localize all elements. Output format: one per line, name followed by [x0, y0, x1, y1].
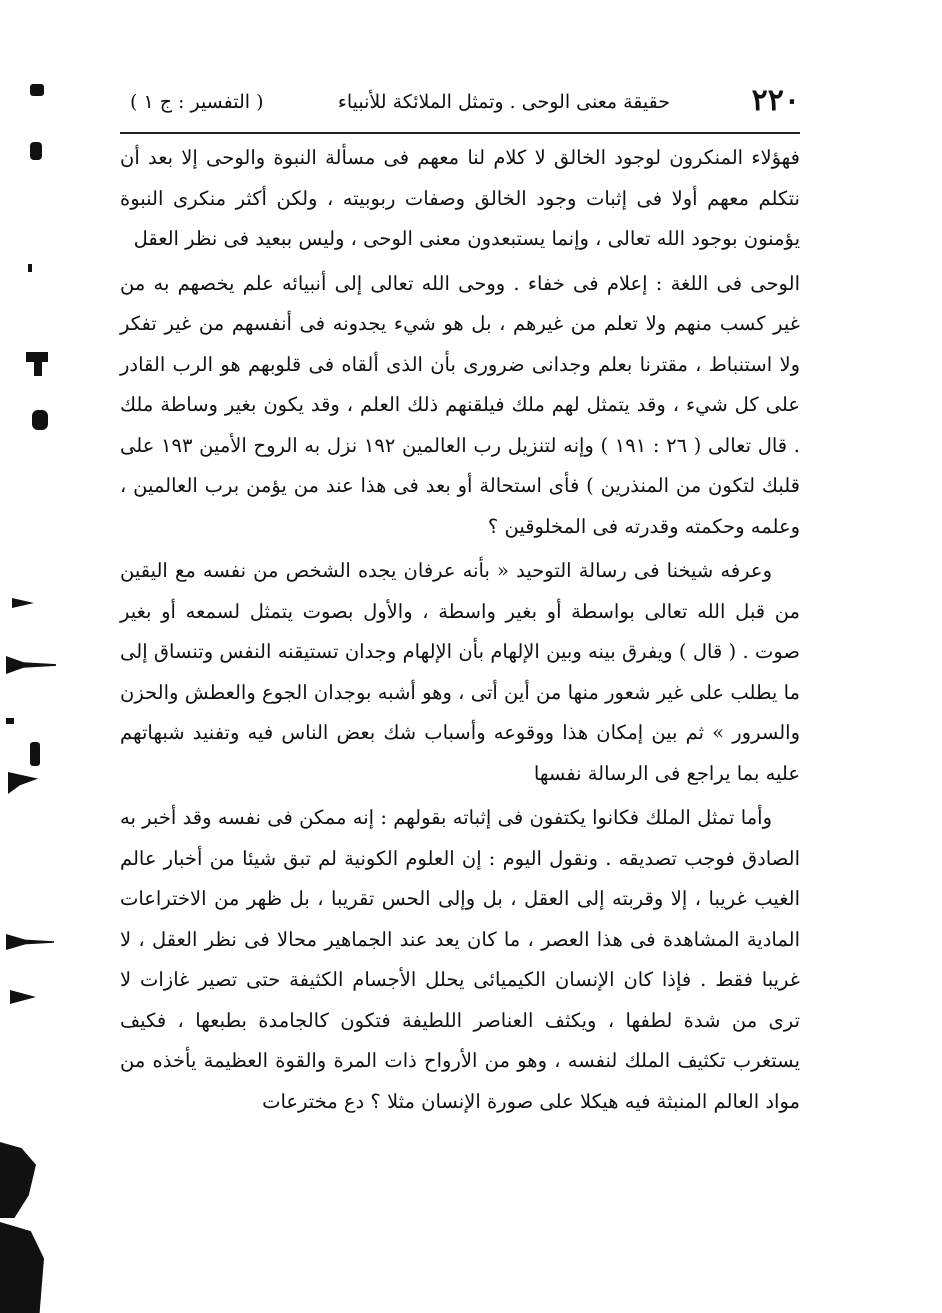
- scan-edge-mark: [6, 718, 14, 724]
- running-header: [120, 76, 800, 126]
- paragraph-1: فهؤلاء المنكرون لوجود الخالق لا كلام لنا معهم فى مسألة النبوة والوحى إلا بعد أن نتكلم معهم أولا فى إثبات وجود الخالق وصفات ربوبيته ، ولكن أكثر منكرى النبوة يؤمنون بوجود الله تعالى ، وإنما يستبعدون معنى الوحى ، وليس ببعيد فى نظر العقل: [120, 146, 800, 250]
- scan-edge-mark: [8, 772, 38, 794]
- scan-edge-mark: [26, 352, 48, 362]
- paragraph-3: وعرفه شيخنا فى رسالة التوحيد « بأنه عرفان يجده الشخص من نفسه مع اليقين من قبل الله تعالى بواسطة أو بغير واسطة ، والأول بصوت يتمثل لسمعه أو بغير صوت . ( قال ) ويفرق بينه وبين الإلهام بأن الإلهام وجدان تستيقنه النفس وتنساق إلى ما يطلب على غير شعور منها من أين أتى ، وهو أشبه بوجدان الجوع والعطش والحزن والسرور » ثم بين إمكان هذا ووقوعه وأسباب شك بعض الناس فيه وتفنيد شبهاتهم عليه بما يراجع فى الرسالة نفسها: [120, 559, 800, 785]
- scan-edge-mark: [6, 934, 54, 950]
- scan-edge-mark: [6, 656, 56, 674]
- scan-edge-mark: [12, 598, 34, 608]
- body-text: [120, 138, 800, 1122]
- scan-edge-mark: [28, 264, 32, 272]
- scan-edge-mark: [32, 410, 48, 430]
- paragraph-2: الوحى فى اللغة : إعلام فى خفاء . ووحى الله تعالى إلى أنبيائه علم يخصهم به من غير كسب منهم ولا تعلم من غيرهم ، بل هو شيء يجدونه فى أنفسهم من غير تفكر ولا استنباط ، مقترنا بعلم وجدانى ضرورى بأن الذى ألقاه فى قلوبهم هو الرب القادر على كل شيء ، وقد يتمثل لهم ملك فيلقنهم ذلك العلم ، وقد يكون بغير وساطة ملك . قال تعالى ( ٢٦ : ١٩١ ) وإنه لتنزيل رب العالمين ١٩٢ نزل به الروح الأمين ١٩٣ على قلبك لتكون من المنذرين ) فأى استحالة أو بعد فى هذا عند من يؤمن برب العالمين ، وعلمه وحكمته وقدرته فى المخلوقين ؟: [120, 271, 800, 538]
- scan-edge-mark: [30, 742, 40, 766]
- paragraph-4: وأما تمثل الملك فكانوا يكتفون فى إثباته بقولهم : إنه ممكن فى نفسه وقد أخبر به الصادق فوجب تصديقه . ونقول اليوم : إن العلوم الكونية لم تبق شيئا من أخبار عالم الغيب غريبا ، إلا وقربته إلى العقل ، بل وإلى الحس تقريبا ، بل ظهر من الاختراعات المادية المشاهدة فى هذا العصر ، ما كان يعد عند الجماهير محالا فى نظر العقل ، لا غريبا فقط . فإذا كان الإنسان الكيميائى يحلل الأجسام الكثيفة حتى تصير غازات لا ترى من شدة لطفها ، ويكثف العناصر اللطيفة فتكون كالجامدة بطبعها ، فكيف يستغرب تكثيف الملك لنفسه ، وهو من الأرواح ذات المرة والقوة العظيمة يأخذه من مواد العالم المنبثة فيه هيكلا على صورة الإنسان مثلا ؟ دع مخترعات: [120, 806, 800, 1113]
- scan-edge-mark: [0, 1222, 44, 1313]
- header-rule: [120, 132, 800, 134]
- scan-edge-mark: [30, 142, 42, 160]
- scan-edge-mark: [10, 990, 36, 1004]
- page-number: ٢٢٠: [751, 83, 800, 118]
- scan-edge-mark: [34, 362, 42, 376]
- running-source: ( التفسير : ج ١ ): [130, 91, 264, 113]
- running-title: حقيقة معنى الوحى . وتمثل الملائكة للأنبياء: [337, 91, 670, 113]
- scan-edge-mark: [0, 1142, 36, 1218]
- scan-edge-mark: [30, 84, 44, 96]
